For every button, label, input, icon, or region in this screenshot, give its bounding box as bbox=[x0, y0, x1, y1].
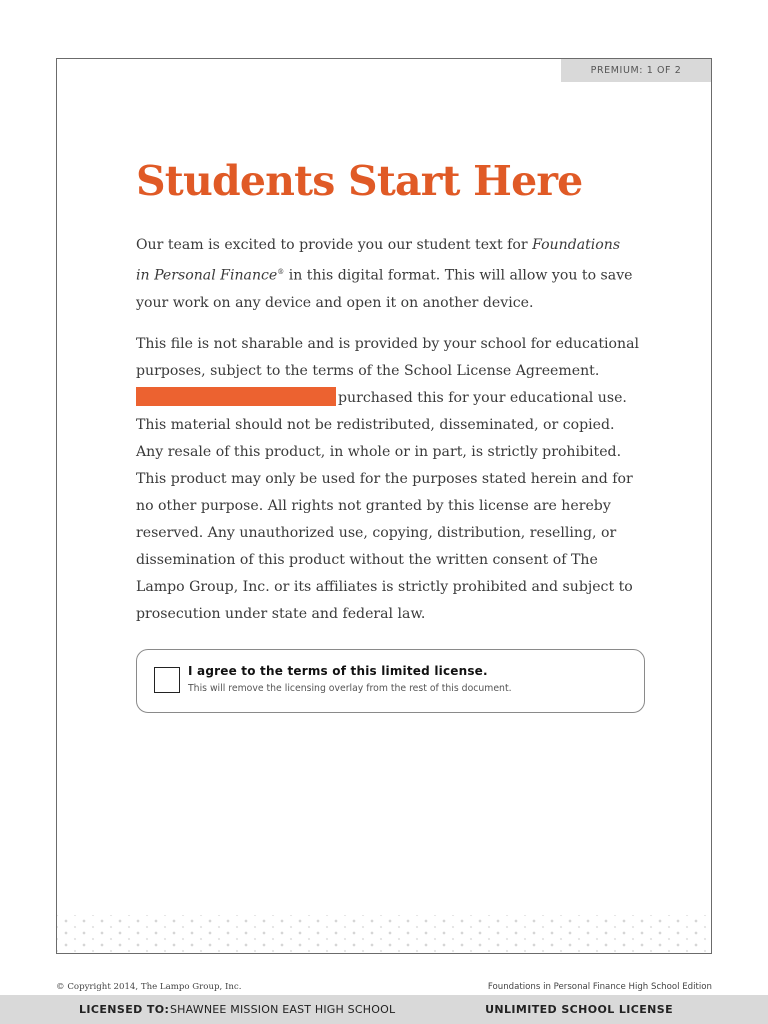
license-line: prosecution under state and federal law. bbox=[136, 606, 426, 622]
license-line: Any resale of this product, in whole or in part, is strictly prohibited. bbox=[136, 444, 622, 460]
license-line: reserved. Any unauthorized use, copying, distribution, reselling, or bbox=[136, 525, 617, 541]
license-paragraph bbox=[136, 331, 648, 628]
agree-checkbox[interactable] bbox=[154, 667, 180, 693]
license-line: This product may only be used for the purposes stated herein and for bbox=[136, 471, 633, 487]
license-line: purposes, subject to the terms of the School License Agreement. bbox=[136, 363, 600, 379]
agree-sublabel: This will remove the licensing overlay from the rest of this document. bbox=[188, 683, 512, 694]
book-title-part-1: Foundations bbox=[532, 237, 621, 253]
decorative-dot-pattern bbox=[57, 915, 711, 953]
licensed-school-name: SHAWNEE MISSION EAST HIGH SCHOOL bbox=[170, 1003, 396, 1016]
intro-paragraph bbox=[136, 232, 648, 317]
license-line: This file is not sharable and is provided by your school for educational bbox=[136, 336, 639, 352]
document-page bbox=[56, 58, 712, 954]
license-line-redacted bbox=[136, 385, 648, 412]
registered-mark: ® bbox=[277, 268, 285, 276]
page-title: Students Start Here bbox=[136, 157, 583, 205]
intro-line-1 bbox=[136, 232, 648, 259]
copyright-notice: © Copyright 2014, The Lampo Group, Inc. bbox=[56, 982, 242, 992]
licensed-to-label: LICENSED TO: bbox=[79, 1003, 170, 1016]
intro-line-2 bbox=[136, 259, 648, 290]
license-line: dissemination of this product without the written consent of The bbox=[136, 552, 598, 568]
redacted-name-block bbox=[136, 387, 336, 406]
license-bar bbox=[0, 995, 768, 1024]
intro-line-1-text: Our team is excited to provide you our student text for bbox=[136, 237, 533, 253]
license-line: This material should not be redistributed, disseminated, or copied. bbox=[136, 417, 615, 433]
redacted-line-suffix: purchased this for your educational use. bbox=[338, 390, 627, 406]
license-agreement-box bbox=[136, 649, 645, 713]
license-line: no other purpose. All rights not granted by this license are hereby bbox=[136, 498, 611, 514]
intro-line-3: your work on any device and open it on another device. bbox=[136, 294, 534, 311]
license-type: UNLIMITED SCHOOL LICENSE bbox=[485, 1003, 673, 1016]
edition-label: Foundations in Personal Finance High School Edition bbox=[487, 982, 712, 992]
intro-line-2-text: in this digital format. This will allow you to save bbox=[284, 267, 633, 284]
book-title-part-2: in Personal Finance bbox=[136, 267, 278, 284]
premium-page-tag: PREMIUM: 1 OF 2 bbox=[561, 59, 711, 82]
agree-label: I agree to the terms of this limited license. bbox=[188, 664, 488, 678]
license-line: Lampo Group, Inc. or its affiliates is strictly prohibited and subject to bbox=[136, 579, 633, 595]
